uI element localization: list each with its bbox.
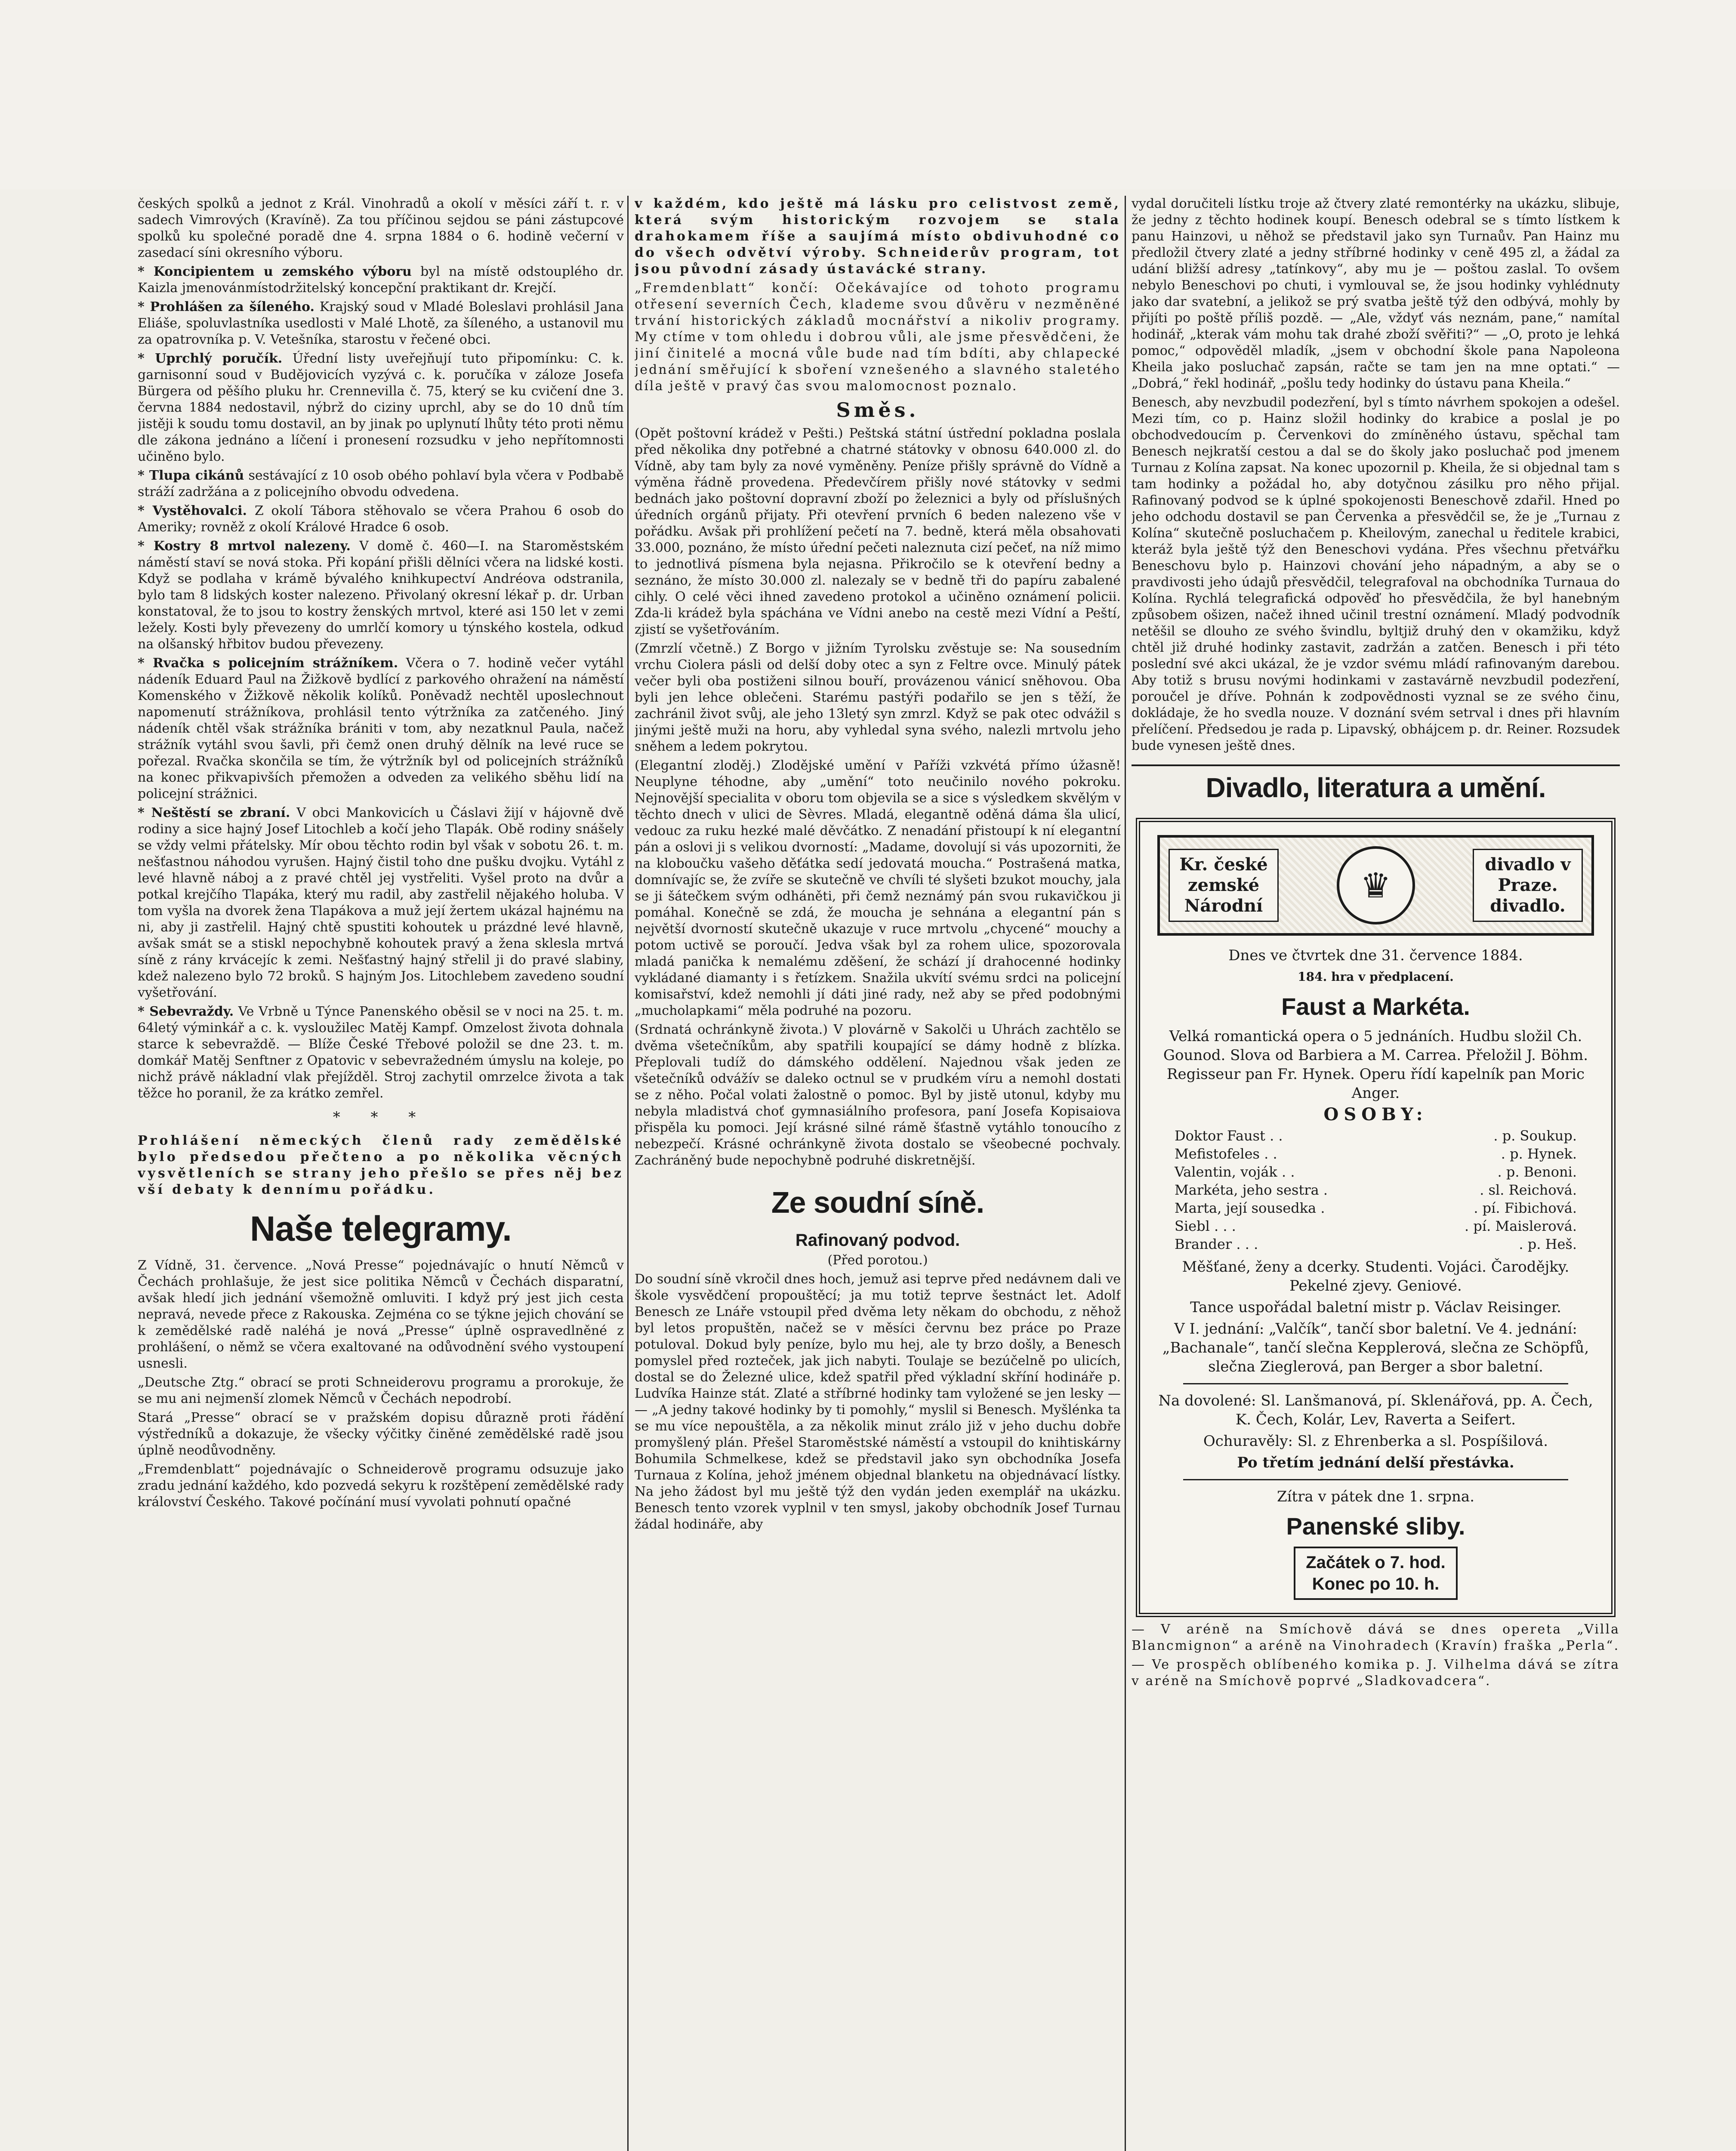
cast-actor: . pí. Maislerová. bbox=[1465, 1218, 1577, 1234]
cast-role: Marta, její sousedka . bbox=[1175, 1200, 1325, 1216]
telegram: Z Vídně, 31. července. „Nová Presse“ pojednávajíc o hnutí Němců v Čechách prohlašuje, že jest sice politika Němců v Čechách disparatní, avšak hledí jich jednání všemožně omluviti. I když prý jest jich cesta nepravá, nevede přece z Rakouska. Zejména co se týkne jejich chování se k zemědělské radě naléhá je nová „Presse“ úplně ospravedlněné z prohlášení, o němž se včera exaltované na odůvodnění svého vystoupení usnesli. bbox=[138, 1258, 624, 1371]
ad-tomorrow: Zítra v pátek dne 1. srpna. bbox=[1277, 1488, 1475, 1505]
ad-subscription: 184. hra v předplacení. bbox=[1298, 970, 1454, 984]
telegram: „Fremdenblatt“ pojednávajíc o Schneiderově programu odsuzuje jako zradu jednání každého, kdo pozvedá sekyru k rozštěpení zemědělské rady království Českého. Takové počínání musí vyvolati pohnutí opačné bbox=[138, 1462, 624, 1510]
court-text: Do soudní síně vkročil dnes hoch, jemuž asi teprve před nedávnem dali ve škole vysvědčení propouštěcí; ja mu totiž teprve šestnáct let. Adolf Benesch ze Lnáře vstoupil před dvěma lety někam do obchodu, z něhož byl letos propuštěn, načež se v měsíci červnu bez práce po Praze potuloval. Dokud byly peníze, bylo mu hej, ale ty brzo došly, a Benesch pomyslel před rozteček, jak jich nabyti. Toulaje se bezúčelně po ulicích, dostal se do Železné ulice, kdež spatřil před výkladní skříní hodináře p. Ludvíka Hainze stát. Zlaté a stříbrné hodinky tam vyložené se jen lesky — — „A jedny takové hodinky by ti pomohly,“ myslil si Benesch. Myšlénka ta se mu více nepouštěla, a za několik minut zrálo již v jeho duchu dobře promyšlený plán. Přešel Staroměstské náměstí a vstoupil do knihtiskárny Bohumila Schmelkese, kdež se představil jako syn obchodníka Josefa Turnaua z Kolína, jehož jménem objednal blanketu na objednávací lístky. Na jeho žádost byl mu ještě týž den vydán jeden exemplář na ukázku. Benesch tento vzorek vyplnil v ten smysl, jakoby obchodník Josef Turnau žádal hodináře, aby bbox=[635, 1272, 1121, 1532]
court-subtitle: Rafinovaný podvod. bbox=[795, 1231, 960, 1250]
cast-list bbox=[1175, 1127, 1577, 1253]
ad-sick: Ochuravěly: Sl. z Ehrenberka a sl. Pospíšilová. bbox=[1203, 1433, 1548, 1450]
court-continuation-2: Benesch, aby nevzbudil podezření, byl s tímto návrhem spokojen a odešel. Mezi tím, co p. Hainz složil hodinky do krabice a poslal je po obchodvedoucím p. Červenkovi do zmíněného ústavu, spěchal tam Benesch nejkratší cestou a dal se do školy jako posluchač pod jmenem Turnau z Kolína zapsat. Na konec upozornil p. Kheila, že si objednal tam s tam hodinky a požádal ho, aby dotyčnou zásilku pro něho přijal. Rafinovaný podvod se k úplné spokojenosti Beneschově zdařil. Hned po jeho odchodu dostavil se pan Červenka a přesvědčil se, že je „Turnau z Kolína“ skutečně posluchačem p. Kheilovým, zanechal u ředitele krabici, kteráž byla ještě týž den Beneschovi vydána. Přes všechnu přetvářku Beneschovu bylo p. Hainzovi chování jeho nápadným, a aby se o pravdivosti jeho údajů přesvědčil, telegrafoval na obchodníka Turnaua do Kolína. Rychlá telegrafická odpověď ho přesvědčila, že byl hanebným způsobem ošizen, načež ihned učinil trestní oznámení. Mladý podvodník netěšil se dlouho ze svého švindlu, byltjiž druhý den v okamžiku, když chtěl již druhé hodinky zastavit, zadržán a zatčen. Benesch i při této poslední své akci ukázal, že je vzdor svému mládí rafinovaným darebou. Aby totiž s brusu novými hodinkami v zastavárně nevzbudil podezření, poroučel je dříve. Pohnán k zodpovědnosti vyznal se ze svého činu, dokládaje, že ho svedla nouze. V doznání svém setrval i dnes při hlavním přelíčení. Předsedou je rada p. Lipavský, obhájcem p. dr. Reiner. Rozsudek bude vynesen ještě dnes. bbox=[1132, 395, 1620, 753]
telegram: „Deutsche Ztg.“ obrací se proti Schneiderovu programu a prorokuje, že se mu ani nejmenší zlomek Němců v Čechách nepodrobí. bbox=[138, 1375, 624, 1406]
news-item bbox=[138, 264, 624, 296]
lion-emblem-icon: ♛ bbox=[1337, 846, 1415, 924]
news-item-heading: * Vystěhovalci. bbox=[138, 503, 247, 518]
cast-row bbox=[1175, 1145, 1577, 1163]
banner-left-text: Kr. české zemské Národní bbox=[1169, 849, 1279, 922]
smes-item: (Srdnatá ochránkyně života.) V plovárně v Sakolči u Uhrách zachtělo se dvěma všetečníkům, aby spatřili koupající se dámy hodně z blízka. Přeplovali tudíž do dámského oddělení. Najednou však jeden ze všetečníků odvážív se daleko octnul se v prudkém víru a nemohl dostati se z něho. Počal volati žalostně o pomoc. Byl by jistě utonul, kdyby mu nebyla mladistvá choť gymnasiálního profesora, paní Josefa Kopisaiova přispěla ku pomoci. Její krásné silné rámě šťastně vytáhlo tonoucího z nebezpečí. Krásné ochránkyně života dostalo se všeobecné pochvaly. Zachráněný bude nepochybně podruhé diskretnější. bbox=[635, 1022, 1121, 1168]
news-item-text: Ve Vrbně u Týnce Panenského oběsil se v noci na 25. t. m. 64letý výminkář a c. k. vysloužilec Matěj Kampf. Omzelost života dohnala starce k sebevraždě. — Blíže České Třebové položil se dne 23. t. m. domkář Matěj Senftner z Opatovic v sebevražedném úmyslu na koleje, po nichž právě nákladní vlak přejížděl. Stroj zachytil omrzelce života a tak těžce ho poranil, že za krátko zemřel. bbox=[138, 1004, 624, 1101]
court-note: (Před porotou.) bbox=[827, 1253, 928, 1268]
news-item-text: byl na místě odstouplého dr. Kaizla jmenovánmístodržitelský koncepční praktikant dr. Krejčí. bbox=[138, 264, 624, 296]
news-item-text: Krajský soud v Mladé Boleslavi prohlásil Jana Eliáše, spoluvlastníka usedlosti v Malé Lhotě, za šíleného, a ustanovil mu za opatrovníka p. V. Vetešníka, starostu v řečené obci. bbox=[138, 299, 624, 347]
column-rule bbox=[627, 196, 629, 2151]
smes-item: (Zmrzlí včetně.) Z Borgo v jižním Tyrolsku zvěstuje se: Na sousedním vrchu Ciolera pásli od delší doby otec a syn z Feltre ovce. Minulý pátek večer byli oba postiženi silnou bouří, provázenou vánicí sněhovou. Oba byli jen lehce oblečeni. Starému pastýři podařilo se jen s těží, že zachránil život svůj, ale jeho 13letý syn zmrzl. Když se pak otec odvážil s jinými ještě muži na horu, aby vyhledal syna svého, nalezli mrtvolu jeho sněhem a ledem pokrytou. bbox=[635, 641, 1121, 754]
ad-start: Začátek o 7. hod. bbox=[1306, 1553, 1446, 1572]
ad-time-box bbox=[1294, 1547, 1458, 1600]
ad-dances: Tance uspořádal baletní mistr p. Václav Reisinger. bbox=[1190, 1299, 1561, 1316]
telegrams-title: Naše telegramy. bbox=[250, 1209, 512, 1248]
news-item-heading: * Rvačka s policejním strážníkem. bbox=[138, 656, 398, 671]
news-item-heading: * Tlupa cikánů bbox=[138, 468, 244, 483]
news-items bbox=[138, 196, 624, 1102]
news-item-heading: * Prohlášen za šíleného. bbox=[138, 299, 315, 314]
cast-role: Valentin, voják . . bbox=[1175, 1164, 1295, 1180]
court-continuation: vydal doručiteli lístku troje až čtvery zlaté remontérky na ukázku, slibuje, že jedny z těchto hodinek koupí. Benesch odebral se s tímto lístkem k panu Hainzovi, u něhož se představil jako syn Turnaův. Pan Hainz mu předložil čtvery zlaté a jedny stříbrné hodinky v ceně 495 zl, a žádal za udání bližší adresy „tatínkovy“, aby mu je — poštou zaslal. To ovšem nebylo Beneschovi po chuti, i vymlouval se, že jsou hodinky vyhlédnuty jako dar svatební, a jelikož se prý svatba ještě týž den odbývá, mohly by přijíti po poště příliš pozdě. — „Ale, vždyť vás neznám, pane,“ namítal hodinář, „kterak vám mohu tak drahé zboží svěřiti?“ — „O, proto je lehká pomoc,“ odpověděl mladík, „jsem v obchodní škole pana Napoleona Kheila jako posluchač zapsán, račte se tam jen na mne optati.“ — „Dobrá,“ řekl hodinář, „pošlu tedy hodinky do ústavu pana Kheila.“ bbox=[1132, 196, 1620, 391]
news-item-text: V domě č. 460—I. na Staroměstském náměstí staví se nová stoka. Při kopání přišli dělníci včera na lidské kosti. Když se podlaha v krámě bývalého knihkupectví Andréova odstranila, bylo tam 8 lidských koster nalezeno. Přivolaný okresní lékař p. dr. Urban konstatoval, že to jsou to kostry ženských mrtvol, které asi 150 let v zemi ležely. Kosti byly převezeny do umrlčí komory u týnského kostela, odkud na olšanský hřbitov budou převezeny. bbox=[138, 539, 624, 652]
news-item-heading: * Koncipientem u zemského výboru bbox=[138, 264, 412, 279]
news-item bbox=[138, 538, 624, 653]
cast-role: Siebl . . . bbox=[1175, 1218, 1236, 1234]
news-item-text: V obci Mankovicích u Čáslavi žijí v hájovně dvě rodiny a sice hajný Josef Litochleb a kočí jeho Tlapák. Obě rodiny snášely se vždy velmi přátelsky. Mír obou těchto rodin byl však v sobotu 26. t. m. nešťastnou náhodou vyrušen. Hajný čistil toho dne pušku dvojku. Vytáhl z levé hlavně náboj a z pravé chtěl jej vystřeliti. Vyšel proto na dvůr a potkal krejčího Tlapáka, který mu radil, aby zastřelil nějakého holuba. V tom vyšla na dvorek žena Tlapákova a muž její žertem ukázal hajnému na ni, aby ji zastřelil. Hajný chtě spustiti kohoutek u prázdné levé hlavně, avšak smát se a stiskl nepochybně kohoutek pravý a žena sklesla mrtvá síně z rány krvácejíc k zemi. Nešťastný hajný střelil ji do pravé slabiny, kdež nalezeno bylo 72 broků. S hajným Jos. Litochlebem zavedeno soudní vyšetřování. bbox=[138, 805, 624, 1000]
cast-role: Mefistofeles . . bbox=[1175, 1146, 1277, 1162]
news-item bbox=[138, 805, 624, 1001]
cast-actor: . pí. Fibichová. bbox=[1474, 1200, 1577, 1216]
news-item-text: Včera o 7. hodině večer vytáhl nádeník Eduard Paul na Žižkově bydlící z parkového ohražení na náměstí Komenského v Žižkově několik kolíků. Poněvadž nechtěl uposlechnout napomenutí strážníkova, prohlásil tento výtržníka za zatčeného. Jiný nádeník chtěl však strážníka brániti v tom, aby nezatknul Paula, načež strážník vytáhl svou šavli, při čemž onen druhý dělník na levé ruce se pořezal. Rvačka skončila se tím, že výtržník byl od policejních strážníků na konec přikvapivších přemožen a odveden za velikého sběhu lidí na policejní strážnici. bbox=[138, 656, 624, 801]
news-item-heading: * Neštěstí se zbraní. bbox=[138, 805, 290, 820]
cast-actor: . p. Hynek. bbox=[1501, 1146, 1577, 1162]
ad-chorus: Měšťané, ženy a dcerky. Studenti. Vojáci. Čarodějky. Pekelné zjevy. Geniové. bbox=[1182, 1258, 1569, 1294]
column-3 bbox=[1132, 196, 1620, 2151]
smichov-note: — V aréně na Smíchově dává se dnes opereta „Villa Blancmignon“ a aréně na Vinohradech (Kravín) fraška „Perla“. bbox=[1132, 1622, 1620, 1653]
ad-end: Konec po 10. h. bbox=[1312, 1575, 1440, 1593]
page-top-margin bbox=[0, 0, 1736, 189]
vilhelm-note: — Ve prospěch oblíbeného komika p. J. Vilhelma dává se zítra v aréně na Smíchově poprvé „Sladkovadcera“. bbox=[1132, 1657, 1620, 1689]
news-item-text: sestávající z 10 osob obého pohlaví byla včera v Podbabě stráží zadržána a z policejního obvodu odvedena. bbox=[138, 468, 624, 499]
news-item bbox=[138, 468, 624, 500]
theatre-section-title: Divadlo, literatura a umění. bbox=[1132, 764, 1620, 805]
theatre-banner bbox=[1157, 835, 1594, 936]
ad-leave: Na dovolené: Sl. Lanšmanová, pí. Sklenářová, pp. A. Čech, K. Čech, Kolár, Lev, Raverta a Seifert. bbox=[1158, 1392, 1593, 1428]
news-item bbox=[138, 655, 624, 802]
cast-actor: . sl. Reichová. bbox=[1480, 1182, 1577, 1198]
news-item-text: Z okolí Tábora stěhovalo se včera Prahou 6 osob do Ameriky; rovněž z okolí Králové Hradce 6 osob. bbox=[138, 503, 624, 535]
column-rule bbox=[1125, 196, 1126, 2151]
news-item-heading: * Kostry 8 mrtvol nalezeny. bbox=[138, 539, 351, 554]
smes-title: Směs. bbox=[836, 398, 919, 422]
ad-divider bbox=[1183, 1479, 1568, 1480]
news-item bbox=[138, 351, 624, 465]
court-title: Ze soudní síně. bbox=[771, 1186, 984, 1219]
theatre-advertisement bbox=[1136, 818, 1616, 1617]
ad-description: Velká romantická opera o 5 jednáních. Hudbu složil Ch. Gounod. Slova od Barbiera a M. Carrea. Přeložil J. Böhm. Regisseur pan Fr. Hynek. Operu řídí kapelník pan Moric Anger. bbox=[1163, 1028, 1588, 1102]
cast-role: Markéta, jeho sestra . bbox=[1175, 1182, 1328, 1198]
news-item-heading: * Sebevraždy. bbox=[138, 1004, 234, 1019]
ad-intermission: Po třetím jednání delší přestávka. bbox=[1237, 1454, 1514, 1471]
news-item-text: Úřední listy uveřejňují tuto připomínku: C. k. garnisonní soud v Budějovicích vyzývá c. k. poručíka v záloze Josefa Bürgera od pěšího pluku hr. Crennevilla č. 75, který se ku cvičení dne 3. června 1884 nedostavil, nýbrž do ciziny uprchl, aby se do 10 dnů tím jistěji k soudu tomu dostavil, an by jinak po uplynutí lhůty této proti němu dle zákona jednáno a líčení i pronesení rozsudku v jeho nepřítomnosti učiněno bylo. bbox=[138, 351, 624, 464]
cast-actor: . p. Soukup. bbox=[1493, 1128, 1577, 1144]
ad-acts: V I. jednání: „Valčík“, tančí sbor baletní. Ve 4. jednání: „Bachanale“, tančí slečna Kepplerová, slečna ze Schöpfů, slečna Zieglerová, pan Berger a sbor baletní. bbox=[1162, 1320, 1589, 1375]
cast-row bbox=[1175, 1235, 1577, 1253]
cast-role: Doktor Faust . . bbox=[1175, 1128, 1283, 1144]
news-item-text: českých spolků a jednot z Král. Vinohradů a okolí v měsíci září t. r. v sadech Vimrových (Kravíně). Za tou příčinou sejdou se páni zástupcové spolků ku společné poradě dne 4. srpna 1884 o 6. hodině večerní v zasedací síni okresního výboru. bbox=[138, 196, 624, 260]
ad-title: Faust a Markéta. bbox=[1281, 993, 1470, 1020]
news-item bbox=[138, 503, 624, 536]
column-2 bbox=[635, 196, 1121, 2151]
column-1 bbox=[138, 196, 624, 2151]
news-item bbox=[138, 299, 624, 348]
ad-divider bbox=[1183, 1383, 1568, 1384]
cast-actor: . p. Benoni. bbox=[1497, 1164, 1577, 1180]
cast-heading: OSOBY: bbox=[1323, 1104, 1428, 1125]
ad-next-title: Panenské sliby. bbox=[1286, 1513, 1465, 1540]
cast-row bbox=[1175, 1199, 1577, 1217]
smes-item: (Elegantní zloděj.) Zlodějské umění v Paříži vzkvétá přímo úžasně! Neuplyne téhodne, aby „umění“ toto neučinilo nového pokroku. Nejnovější specialita v oboru tom objevila se a sice s výsledkem skvělým v těchto dnech v ulici de Sèvres. Mladá, elegantně oděná dáma šla ulicí, vedouc za ruku hezké malé děvčátko. Z nenadání přistoupí k ní elegantní pán a oslovi ji s velikou dvorností: „Madame, dovolují si vás upozorniti, že na kloboučku vašeho děťátka sedí jedovatá moucha.“ Postrašená matka, domnívajíc se, že zvíře se skutečně ve chvíli té slyšeti bzukot mouchy, jala se ji šátečkem svým odháněti, při čemž neznámý pán svou rukavičkou ji pomáhal. Konečně se zdá, že moucha je sehnána a elegantní pán s největší dvorností skutečně ukazuje v ruce mrtvolu „chycené“ mouchy a potom uctivě se poroučí. Jedva však byl za rohem ulice, spozorovala mladá panička k nemalému zděšení, že schází jí drahocenné hodinky vykládané diamanty i s řetízkem. Snažila ukvítí svému srdci na policejní komisařství, kdež nemohli jí dáti jiné rady, než aby se před podobnými „mucholapkami“ měla podruhé na pozoru. bbox=[635, 758, 1121, 1018]
fremdenblatt-paragraph: „Fremdenblatt“ končí: Očekávajíce od tohoto programu otřesení severních Čech, klademe svou důvěru v nezměněné trvání historických základů mocnářství a nikoliv programy. My ctíme v tom ohledu i dobrou vůli, ale jsme přesvědčeni, že jiní činitelé a mocná vůle bude nad tím bdíti, aby chlapecké jednání směřující k sboření vznešeného a slavného staletého díla ještě v pravý čas svou malomocnost poznalo. bbox=[635, 280, 1121, 394]
smes-item: (Opět poštovní krádež v Pešti.) Peštská státní ústřední pokladna poslala před několika dny potřebné a chatrné státovky v obnosu 640.000 zl. do Vídně, aby tam byly za nové vyměněny. Peníze přišly správně do Vídně a výměna řádně provedena. Předevčírem přišly nové státovky v sedmi bednách jako poštovní dopravní zboží po železnici a byly od příslušných úředních orgánů přijaty. Při otevření prvních 6 beden nalezeno vše v pořádku. Avšak při prohlížení pečetí na 7. bedně, která měla obsahovati 33.000, poznáno, že místo úřední pečeti naleznuta cizí pečeť, na níž mimo to jednotlivá písmena byla nejasna. Přikročilo se k otevření bedny a seznáno, že místo 30.000 zl. nalezaly se v bedně tři do papíru zabalené cihly. O celé věci ihned zavedeno protokol a učiněno oznámení policii. Zda-li krádež byla spáchána ve Vídni anebo na cestě mezi Vídní a Peští, zjistí se vyšetřováním. bbox=[635, 426, 1121, 637]
banner-right-text: divadlo v Praze. divadlo. bbox=[1473, 849, 1583, 922]
cast-actor: . p. Heš. bbox=[1519, 1236, 1577, 1252]
news-item bbox=[138, 196, 624, 261]
separator-stars: * * * bbox=[333, 1109, 429, 1126]
cast-row bbox=[1175, 1127, 1577, 1145]
cast-role: Brander . . . bbox=[1175, 1236, 1258, 1252]
cast-row bbox=[1175, 1217, 1577, 1235]
ad-date: Dnes ve čtvrtek dne 31. července 1884. bbox=[1228, 947, 1523, 964]
intro-paragraph: v každém, kdo ještě má lásku pro celistvost země, která svým historickým rozvojem se stala drahokamem říše a saujímá místo obdivuhodné co do všech odvětví výroby. Schneiderův program, tot jsou původní zásady ústavácké strany. bbox=[635, 196, 1121, 277]
cast-row bbox=[1175, 1181, 1577, 1199]
proclamation: Prohlášení německých členů rady zemědělské bylo předsedou přečteno a po několika věcných vysvětleních se strany jeho přešlo se přes něj bez vší debaty k dennímu pořádku. bbox=[138, 1133, 624, 1197]
news-item-heading: * Uprchlý poručík. bbox=[138, 351, 283, 366]
news-item bbox=[138, 1004, 624, 1102]
cast-row bbox=[1175, 1163, 1577, 1181]
telegram: Stará „Presse“ obrací se v pražském dopisu důrazně proti řádění výstředníků a dokazuje, že všecky výčitky činěné zemědělské radě jsou úplně neodůvodněny. bbox=[138, 1410, 624, 1458]
